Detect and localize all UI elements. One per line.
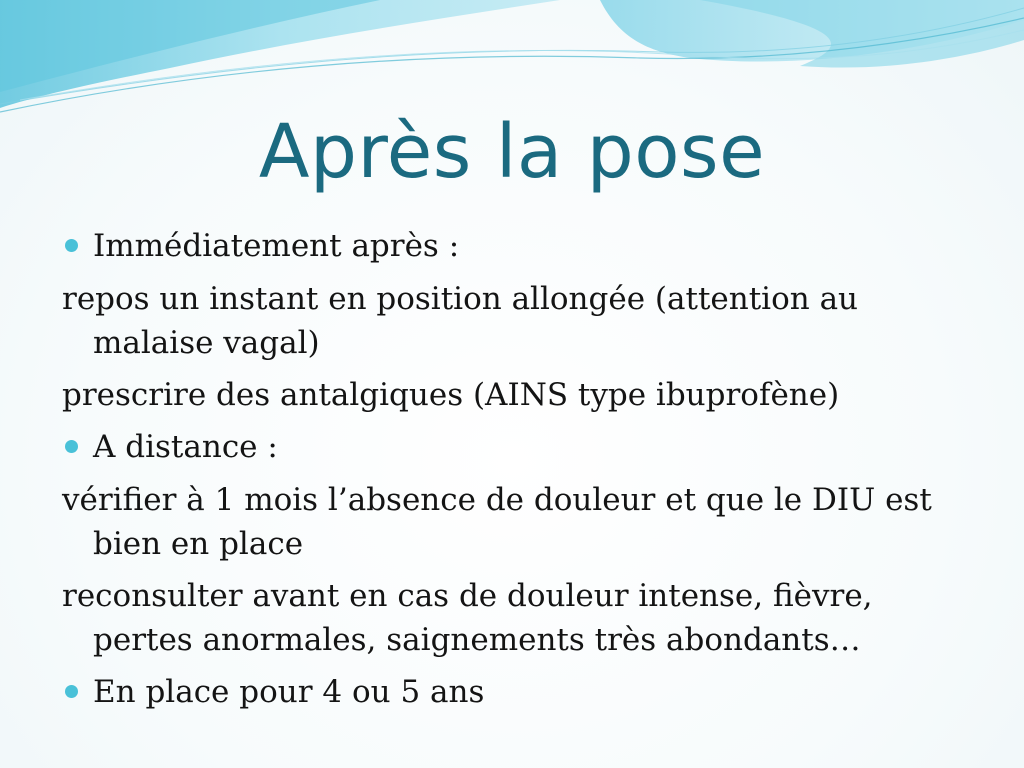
bullet-text: A distance : <box>93 429 278 465</box>
body-text-line: repos un instant en position allongée (attention au malaise vagal) <box>62 281 859 361</box>
body-text-line: vérifier à 1 mois l’absence de douleur et que le DIU est bien en place <box>62 482 932 562</box>
bullet-icon <box>65 239 78 252</box>
bullet-text: Immédiatement après : <box>93 228 460 264</box>
bullet-icon <box>65 440 78 453</box>
bullet-text: En place pour 4 ou 5 ans <box>93 674 485 710</box>
bullet-icon <box>65 685 78 698</box>
bullet-item <box>62 224 962 268</box>
body-text-line: prescrire des antalgiques (AINS type ibuprofène) <box>62 377 840 413</box>
bullet-item <box>62 425 962 469</box>
bullet-item <box>62 670 962 714</box>
slide-body <box>62 224 962 723</box>
slide-title: Après la pose <box>258 109 766 195</box>
body-text-line: reconsulter avant en cas de douleur intense, fièvre, pertes anormales, saignements très abondants… <box>62 578 873 658</box>
